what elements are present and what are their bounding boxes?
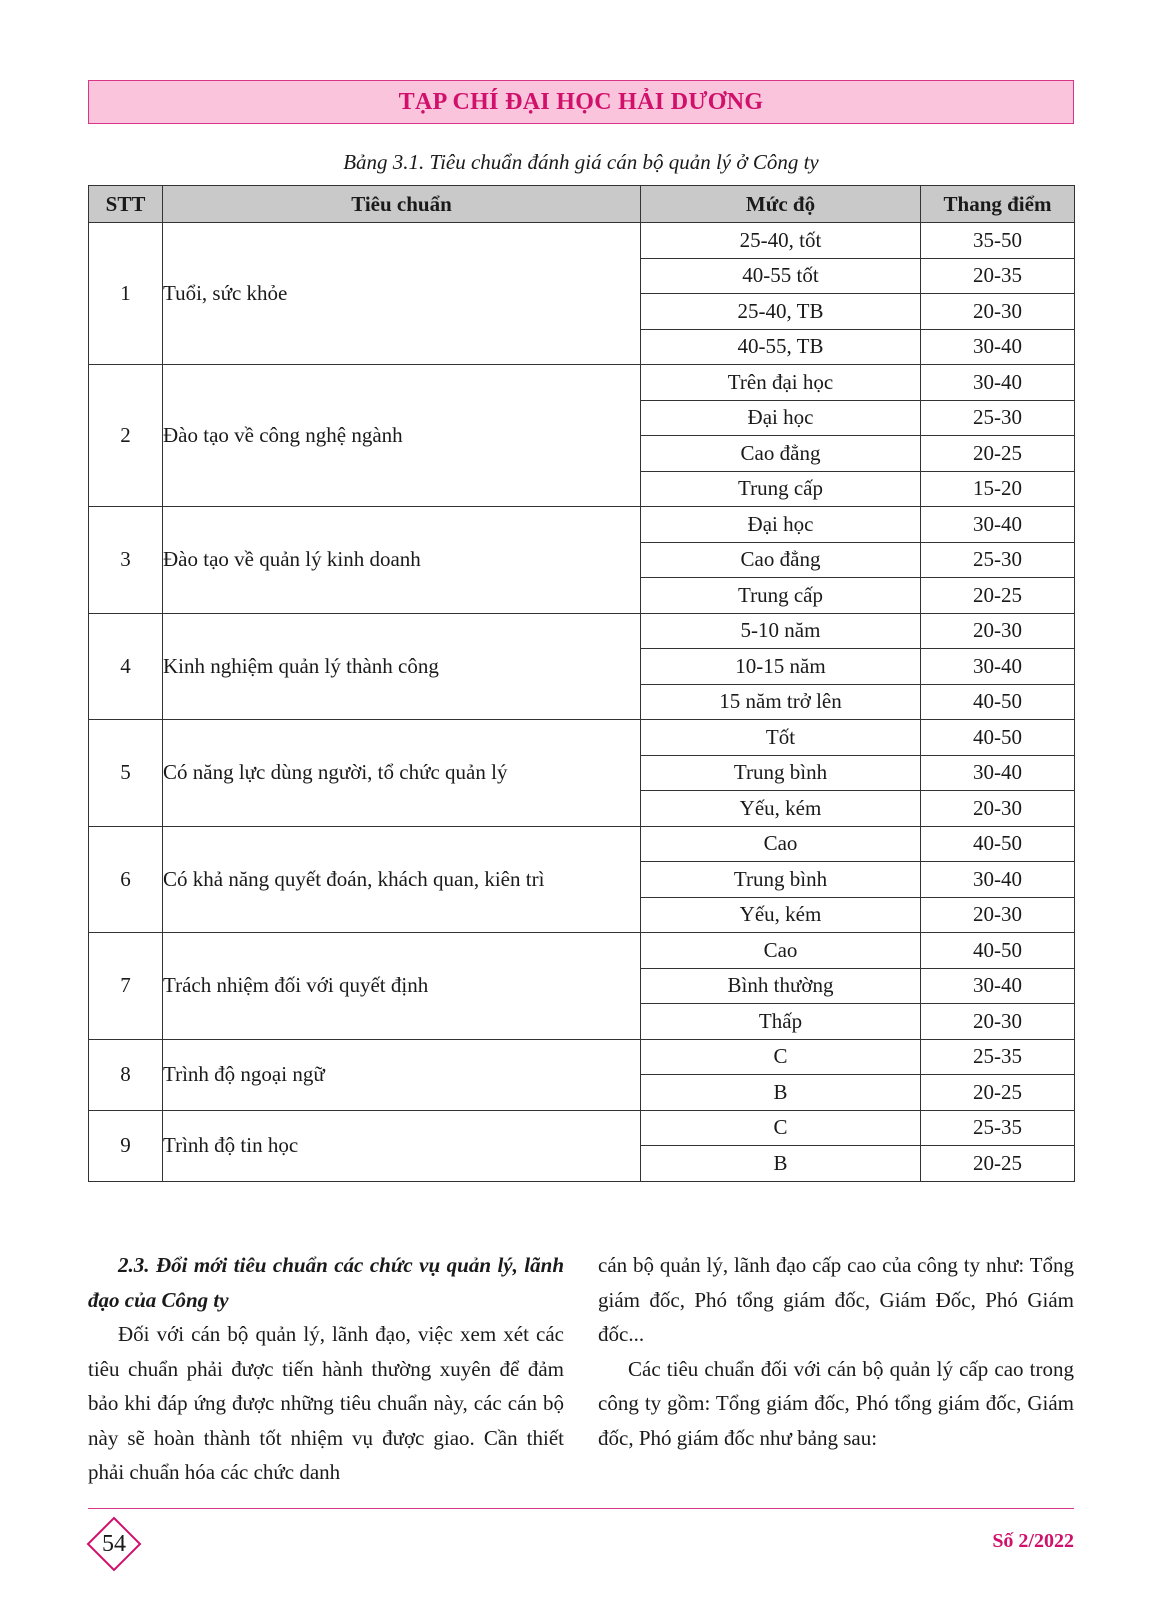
level-cell: Tốt <box>641 720 921 756</box>
table-row <box>89 1039 1075 1075</box>
criterion-cell: Tuổi, sức khỏe <box>163 223 641 365</box>
criteria-table <box>88 185 1075 1182</box>
level-cell: 40-55 tốt <box>641 258 921 294</box>
criterion-cell: Trình độ tin học <box>163 1110 641 1181</box>
stt-cell: 6 <box>89 826 163 933</box>
journal-banner <box>88 80 1074 124</box>
column-header-level: Mức độ <box>641 186 921 223</box>
section-heading: 2.3. Đổi mới tiêu chuẩn các chức vụ quản lý, lãnh đạo của Công ty <box>88 1253 564 1312</box>
score-cell: 40-50 <box>921 826 1075 862</box>
section-right-column <box>598 1248 1074 1455</box>
section-paragraph-2: Các tiêu chuẩn đối với cán bộ quản lý cấp cao trong công ty gồm: Tổng giám đốc, Phó tổng giám đốc, Giám đốc, Phó giám đốc như bảng sau: <box>598 1356 1074 1450</box>
table-row <box>89 613 1075 649</box>
section-paragraph-1-part-2: cán bộ quản lý, lãnh đạo cấp cao của công ty như: Tổng giám đốc, Phó tổng giám đốc, Giám Đốc, Phó Giám đốc... <box>598 1253 1074 1346</box>
level-cell: Trung bình <box>641 862 921 898</box>
score-cell: 20-30 <box>921 613 1075 649</box>
level-cell: C <box>641 1039 921 1075</box>
column-header-criterion: Tiêu chuẩn <box>163 186 641 223</box>
score-cell: 30-40 <box>921 755 1075 791</box>
stt-cell: 8 <box>89 1039 163 1110</box>
section-left-column <box>88 1248 564 1490</box>
level-cell: 25-40, tốt <box>641 223 921 259</box>
score-cell: 25-30 <box>921 400 1075 436</box>
score-cell: 40-50 <box>921 720 1075 756</box>
footer-divider <box>88 1508 1074 1509</box>
level-cell: Trên đại học <box>641 365 921 401</box>
level-cell: B <box>641 1146 921 1182</box>
level-cell: Trung cấp <box>641 471 921 507</box>
table-row <box>89 1110 1075 1146</box>
stt-cell: 5 <box>89 720 163 827</box>
score-cell: 30-40 <box>921 507 1075 543</box>
level-cell: B <box>641 1075 921 1111</box>
score-cell: 25-35 <box>921 1110 1075 1146</box>
level-cell: Cao <box>641 933 921 969</box>
score-cell: 35-50 <box>921 223 1075 259</box>
table-caption: Bảng 3.1. Tiêu chuẩn đánh giá cán bộ quản lý ở Công ty <box>343 150 819 174</box>
level-cell: Yếu, kém <box>641 897 921 933</box>
score-cell: 20-25 <box>921 578 1075 614</box>
level-cell: Đại học <box>641 507 921 543</box>
level-cell: Cao đẳng <box>641 542 921 578</box>
stt-cell: 4 <box>89 613 163 720</box>
stt-cell: 9 <box>89 1110 163 1181</box>
level-cell: Cao đẳng <box>641 436 921 472</box>
criterion-cell: Kinh nghiệm quản lý thành công <box>163 613 641 720</box>
table-row <box>89 826 1075 862</box>
score-cell: 30-40 <box>921 862 1075 898</box>
score-cell: 20-25 <box>921 1146 1075 1182</box>
table-row <box>89 720 1075 756</box>
score-cell: 40-50 <box>921 684 1075 720</box>
criterion-cell: Đào tạo về quản lý kinh doanh <box>163 507 641 614</box>
column-header-stt: STT <box>89 186 163 223</box>
score-cell: 30-40 <box>921 365 1075 401</box>
stt-cell: 7 <box>89 933 163 1040</box>
score-cell: 20-25 <box>921 436 1075 472</box>
score-cell: 30-40 <box>921 649 1075 685</box>
level-cell: 10-15 năm <box>641 649 921 685</box>
stt-cell: 2 <box>89 365 163 507</box>
page-number: 54 <box>102 1530 126 1557</box>
table-row <box>89 365 1075 401</box>
table-row <box>89 507 1075 543</box>
score-cell: 20-30 <box>921 1004 1075 1040</box>
level-cell: 25-40, TB <box>641 294 921 330</box>
column-header-score: Thang điểm <box>921 186 1075 223</box>
score-cell: 20-25 <box>921 1075 1075 1111</box>
stt-cell: 3 <box>89 507 163 614</box>
level-cell: C <box>641 1110 921 1146</box>
score-cell: 25-35 <box>921 1039 1075 1075</box>
level-cell: Đại học <box>641 400 921 436</box>
level-cell: Trung cấp <box>641 578 921 614</box>
stt-cell: 1 <box>89 223 163 365</box>
level-cell: Trung bình <box>641 755 921 791</box>
level-cell: 40-55, TB <box>641 329 921 365</box>
score-cell: 30-40 <box>921 329 1075 365</box>
criterion-cell: Có năng lực dùng người, tổ chức quản lý <box>163 720 641 827</box>
table-row <box>89 933 1075 969</box>
level-cell: Thấp <box>641 1004 921 1040</box>
score-cell: 40-50 <box>921 933 1075 969</box>
criterion-cell: Trình độ ngoại ngữ <box>163 1039 641 1110</box>
level-cell: 5-10 năm <box>641 613 921 649</box>
issue-number: Số 2/2022 <box>992 1530 1074 1552</box>
level-cell: 15 năm trở lên <box>641 684 921 720</box>
table-body <box>89 223 1075 1182</box>
score-cell: 20-30 <box>921 294 1075 330</box>
score-cell: 25-30 <box>921 542 1075 578</box>
criterion-cell: Trách nhiệm đối với quyết định <box>163 933 641 1040</box>
level-cell: Yếu, kém <box>641 791 921 827</box>
criterion-cell: Có khả năng quyết đoán, khách quan, kiên trì <box>163 826 641 933</box>
score-cell: 20-30 <box>921 791 1075 827</box>
journal-title: TẠP CHÍ ĐẠI HỌC HẢI DƯƠNG <box>398 88 764 115</box>
score-cell: 20-30 <box>921 897 1075 933</box>
section-paragraph-1-part-1: Đối với cán bộ quản lý, lãnh đạo, việc xem xét các tiêu chuẩn phải được tiến hành thường xuyên để đảm bảo khi đáp ứng được những tiêu chuẩn này, các cán bộ này sẽ hoàn thành tốt nhiệm vụ được giao. Cần thiết phải chuẩn hóa các chức danh <box>88 1322 564 1484</box>
level-cell: Cao <box>641 826 921 862</box>
criterion-cell: Đào tạo về công nghệ ngành <box>163 365 641 507</box>
score-cell: 15-20 <box>921 471 1075 507</box>
table-header-row <box>89 186 1075 223</box>
table-row <box>89 223 1075 259</box>
score-cell: 30-40 <box>921 968 1075 1004</box>
level-cell: Bình thường <box>641 968 921 1004</box>
score-cell: 20-35 <box>921 258 1075 294</box>
